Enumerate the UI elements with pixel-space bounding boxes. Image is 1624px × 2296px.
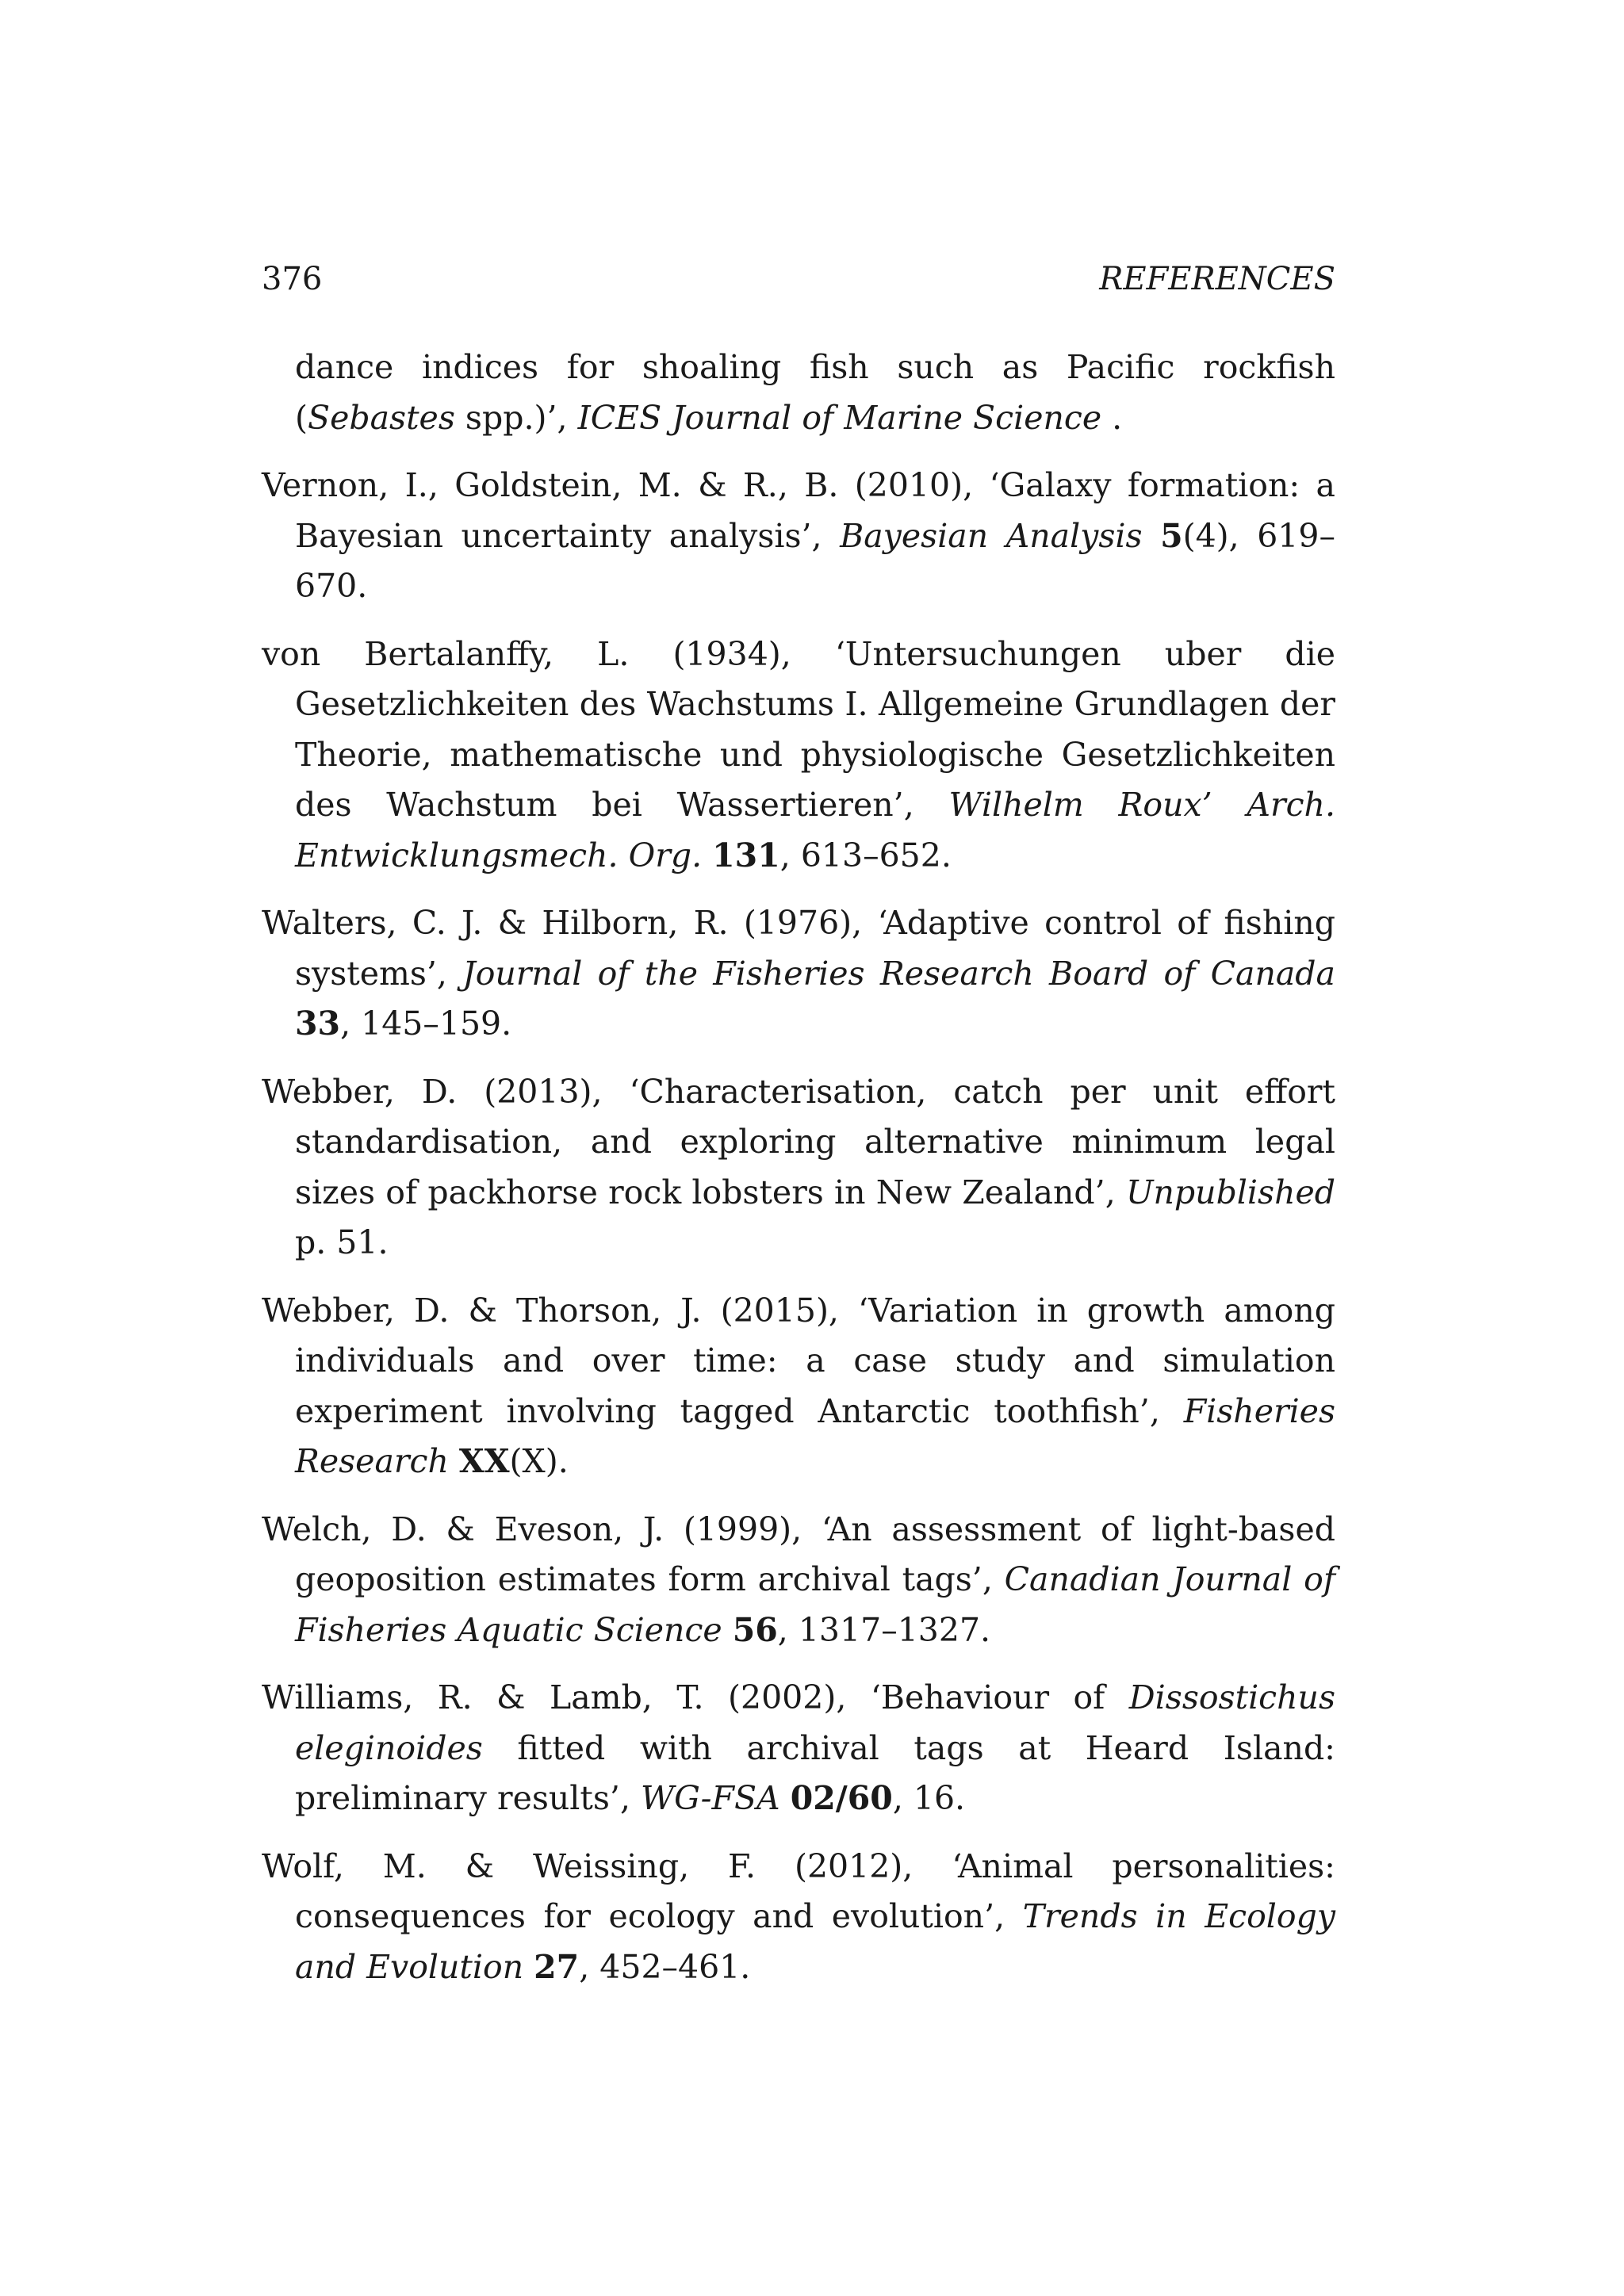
reference-italic-text: WG-FSA (641, 1779, 780, 1817)
reference-volume: 33 (295, 1004, 341, 1043)
reference-text: fitted with archival tags at Heard Island: preliminary results’, (295, 1728, 1335, 1817)
reference-entry (262, 1673, 1335, 1824)
reference-text: , 16. (892, 1779, 966, 1817)
reference-text: Williams, R. & Lamb, T. (2002), ‘Behaviour of (262, 1678, 1129, 1716)
reference-volume: XX (458, 1442, 510, 1480)
reference-italic-text: Bayesian Analysis (840, 516, 1143, 555)
page-number: 376 (262, 261, 323, 297)
reference-volume: 131 (712, 836, 780, 874)
reference-text: Vernon, I., Goldstein, M. & R., B. (2010), ‘Galaxy formation: a Bayesian uncertainty analysis’, (262, 466, 1335, 555)
reference-text: Webber, D. (2013), ‘Characterisation, catch per unit effort standardisation, and exploring alternative minimum legal sizes of packhorse rock lobsters in New Zealand’, (262, 1072, 1335, 1211)
reference-entry (262, 461, 1335, 612)
reference-volume: 27 (534, 1947, 580, 1986)
reference-text: . (1101, 398, 1123, 437)
reference-italic-text: Dissostichus eleginoides (295, 1678, 1335, 1767)
reference-text: Webber, D. & Thorson, J. (2015), ‘Variation in growth among individuals and over time: a case study and simulation experiment involving tagged Antarctic toothfish’, (262, 1291, 1335, 1430)
reference-text: (4), 619–670. (295, 516, 1335, 605)
reference-text: , 1317–1327. (777, 1610, 991, 1649)
reference-italic-text: Canadian Journal of Fisheries Aquatic Science (295, 1560, 1335, 1649)
reference-text (702, 836, 712, 874)
reference-entry (262, 898, 1335, 1050)
reference-italic-text: ICES Journal of Marine Science (577, 398, 1102, 437)
reference-text: , 452–461. (579, 1947, 751, 1986)
reference-italic-text: Sebastes (308, 398, 455, 437)
reference-entry-continued (262, 342, 1335, 443)
document-page (262, 0, 1335, 2296)
reference-entry (262, 629, 1335, 882)
reference-italic-text: Unpublished (1125, 1173, 1335, 1211)
reference-volume: 02/60 (790, 1779, 893, 1817)
running-head (262, 255, 1335, 303)
reference-text: , 613–652. (779, 836, 952, 874)
reference-text (780, 1779, 791, 1817)
reference-text: spp.)’, (454, 398, 578, 437)
reference-text: Welch, D. & Eveson, J. (1999), ‘An assessment of light-based geoposition estimates form archival tags’, (262, 1510, 1335, 1598)
reference-text: Wolf, M. & Weissing, F. (2012), ‘Animal personalities: consequences for ecology and evolution’, (262, 1846, 1335, 1935)
reference-text (1143, 517, 1161, 555)
reference-list (262, 342, 1335, 2010)
reference-volume: 5 (1160, 516, 1183, 555)
reference-entry (262, 1842, 1335, 1993)
reference-text: dance indices for shoaling fish such as Pacific rockfish ( (295, 348, 1335, 437)
reference-italic-text: Fisheries Research (295, 1391, 1335, 1480)
reference-entry (262, 1286, 1335, 1487)
reference-text (449, 1442, 459, 1480)
reference-italic-text: Trends in Ecology and Evolution (295, 1897, 1335, 1986)
running-title: REFERENCES (1099, 261, 1335, 297)
reference-text: p. 51. (295, 1223, 389, 1261)
reference-text: (X). (509, 1442, 569, 1480)
reference-text: , 145–159. (340, 1004, 512, 1043)
reference-volume: 56 (732, 1610, 778, 1649)
reference-italic-text: Journal of the Fisheries Research Board of Canada (462, 954, 1335, 993)
reference-text: Walters, C. J. & Hilborn, R. (1976), ‘Adaptive control of fishing systems’, (262, 904, 1335, 993)
reference-text (523, 1948, 534, 1986)
reference-entry (262, 1505, 1335, 1656)
reference-text (722, 1611, 733, 1649)
reference-entry (262, 1067, 1335, 1269)
reference-text: von Bertalanffy, L. (1934), ‘Untersuchungen uber die Gesetzlichkeiten des Wachstums I. Allgemeine Grundlagen der Theorie, mathematische und physiologische Gesetzlichkeiten des Wachstum bei Wassertieren’, (262, 634, 1335, 824)
reference-italic-text: Wilhelm Roux’ Arch. Entwicklungsmech. Org. (295, 786, 1335, 874)
